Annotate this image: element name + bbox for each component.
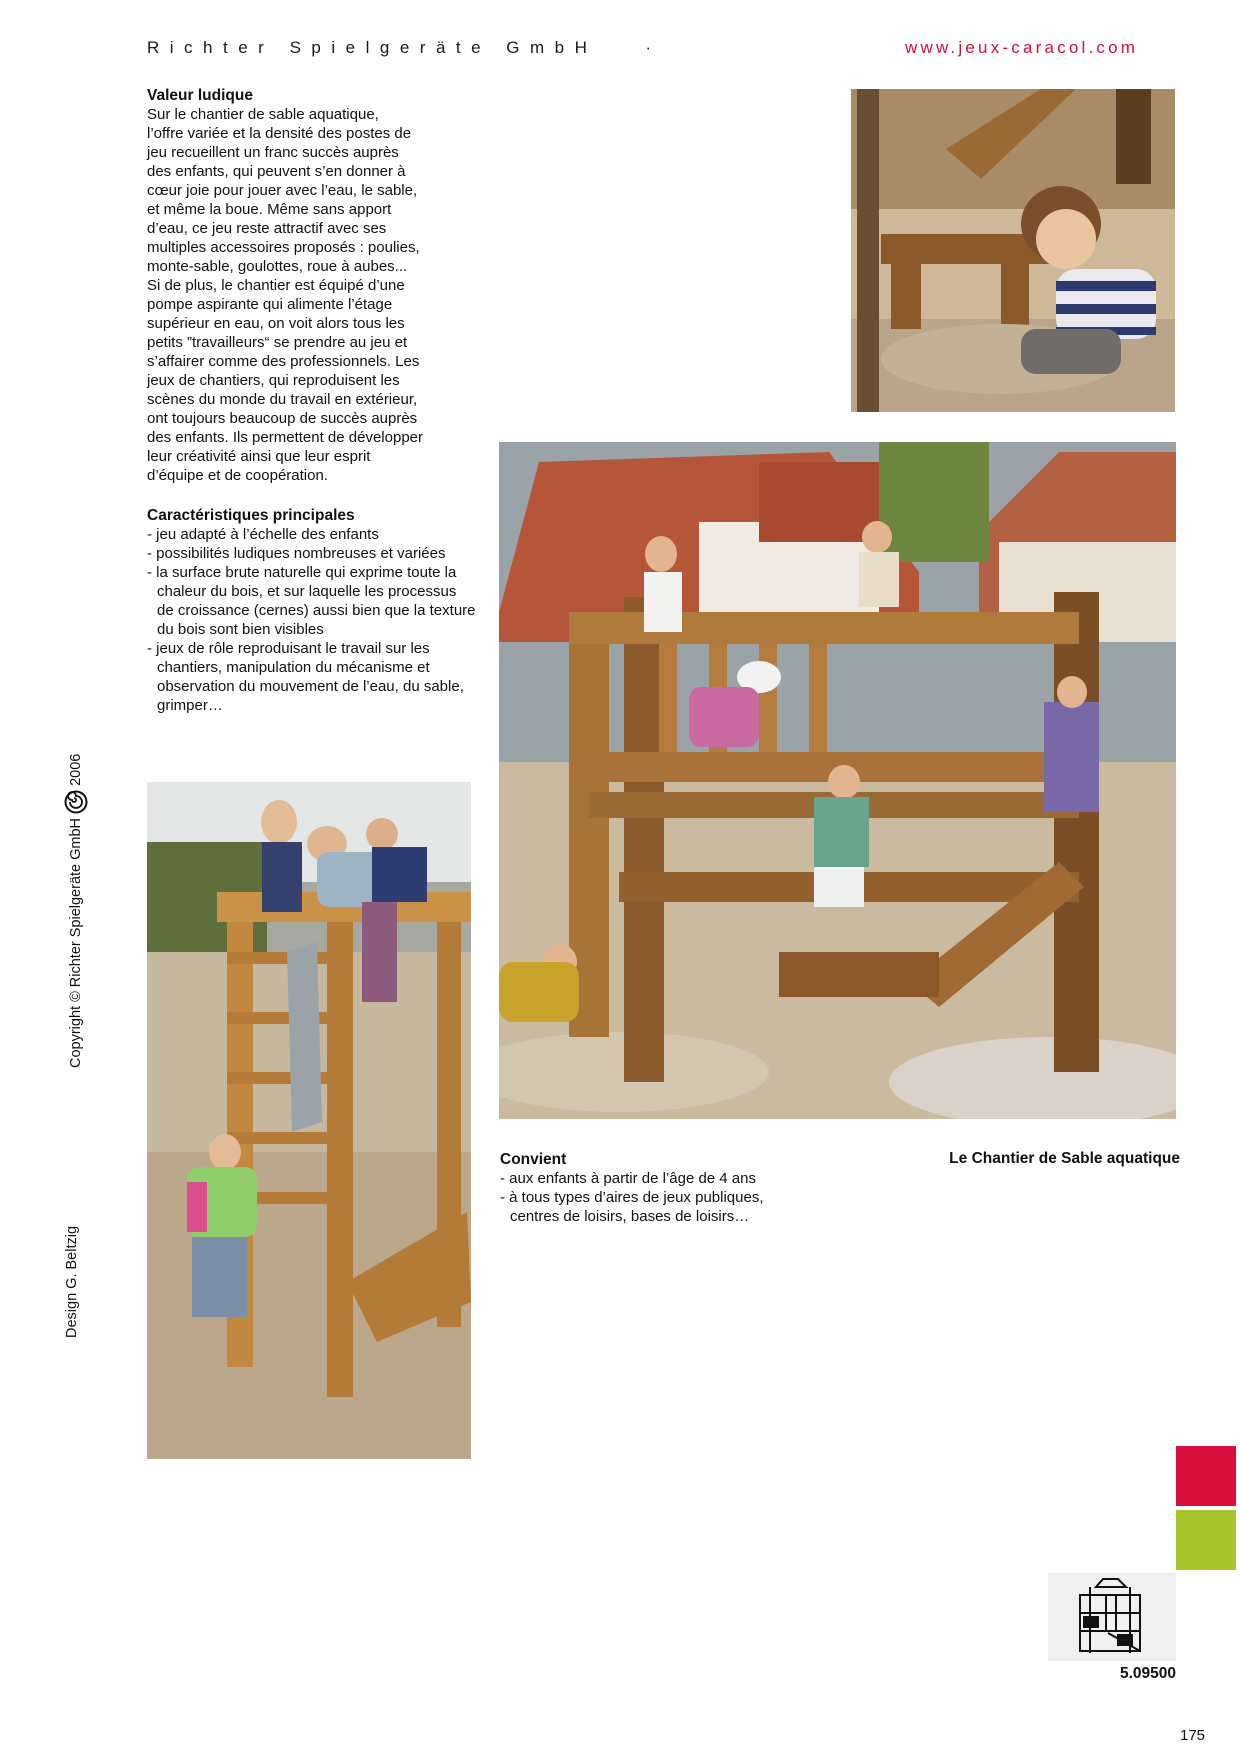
caracol-logo-icon (64, 790, 88, 814)
suitable-item: - à tous types d’aires de jeux publiques, centres de loisirs, bases de loisirs… (500, 1189, 764, 1225)
play-value-line: jeu recueillent un franc succès auprès (147, 144, 399, 161)
play-value-line: d’eau, ce jeu reste attractif avec ses (147, 220, 387, 237)
features-item: - possibilités ludiques nombreuses et variées (147, 545, 446, 562)
features-item: - jeu adapté à l’échelle des enfants (147, 526, 379, 543)
suitable-list (500, 1169, 830, 1226)
play-value-line: l’offre variée et la densité des postes de (147, 125, 412, 142)
product-code: 5.09500 (1119, 1665, 1176, 1682)
play-value-line: scènes du monde du travail en extérieur, (147, 391, 418, 408)
photo-boy-sand-table (851, 89, 1175, 412)
play-value-line: ont toujours beaucoup de succès auprès (147, 410, 418, 427)
design-credit: Design G. Beltzig (64, 1225, 80, 1338)
copyright-credit: Copyright © Richter Spielgeräte GmbH 2006 (64, 754, 88, 1068)
play-value-line: s’affairer comme des professionnels. Les (147, 353, 420, 370)
product-title: Le Chantier de Sable aquatique (949, 1150, 1180, 1167)
play-value-line: et même la boue. Même sans apport (147, 201, 392, 218)
play-value-line: supérieur en eau, on voit alors tous les (147, 315, 405, 332)
play-value-text (147, 105, 477, 485)
product-thumbnail-icon (1048, 1573, 1176, 1661)
features-list (147, 525, 477, 715)
photo-children-tube-tower (147, 782, 471, 1459)
play-value-line: leur créativité ainsi que leur esprit (147, 448, 371, 465)
header-company-name: Richter Spielgeräte GmbH · (147, 38, 662, 57)
play-value-line: petits ”travailleurs“ se prendre au jeu et (147, 334, 408, 351)
suitable-heading: Convient (500, 1151, 567, 1168)
play-value-line: d’équipe et de coopération. (147, 467, 328, 484)
suitable-section (500, 1150, 830, 1226)
suitable-item: - aux enfants à partir de l’âge de 4 ans (500, 1170, 756, 1187)
features-item: - jeux de rôle reproduisant le travail sur les chantiers, manipulation du mécanisme et observation du mouvement de l’eau, du sable, grimper… (147, 640, 464, 714)
category-swatch-red (1176, 1446, 1236, 1506)
category-swatch-green (1176, 1510, 1236, 1570)
features-section (147, 506, 477, 715)
play-value-line: Sur le chantier de sable aquatique, (147, 106, 379, 123)
play-value-line: pompe aspirante qui alimente l’étage (147, 296, 393, 313)
play-value-line: cœur joie pour jouer avec l’eau, le sable, (147, 182, 418, 199)
header-separator: · (645, 38, 662, 57)
play-value-heading: Valeur ludique (147, 87, 253, 104)
play-value-section (147, 86, 477, 485)
page-number: 175 (1180, 1727, 1206, 1744)
photo-sand-water-construction-site (499, 442, 1176, 1119)
play-value-line: monte-sable, goulottes, roue à aubes... (147, 258, 408, 275)
play-value-line: Si de plus, le chantier est équipé d’une (147, 277, 405, 294)
play-value-line: des enfants. Ils permettent de développer (147, 429, 424, 446)
play-value-line: des enfants, qui peuvent s’en donner à (147, 163, 406, 180)
play-value-line: multiples accessoires proposés : poulies, (147, 239, 420, 256)
play-value-line: jeux de chantiers, qui reproduisent les (147, 372, 400, 389)
header-website-link[interactable]: www.jeux-caracol.com (905, 38, 1139, 57)
features-item: - la surface brute naturelle qui exprime toute la chaleur du bois, et sur laquelle les processus de croissance (cernes) aussi bien que la texture du bois sont bien visibles (147, 564, 476, 638)
features-heading: Caractéristiques principales (147, 507, 355, 524)
